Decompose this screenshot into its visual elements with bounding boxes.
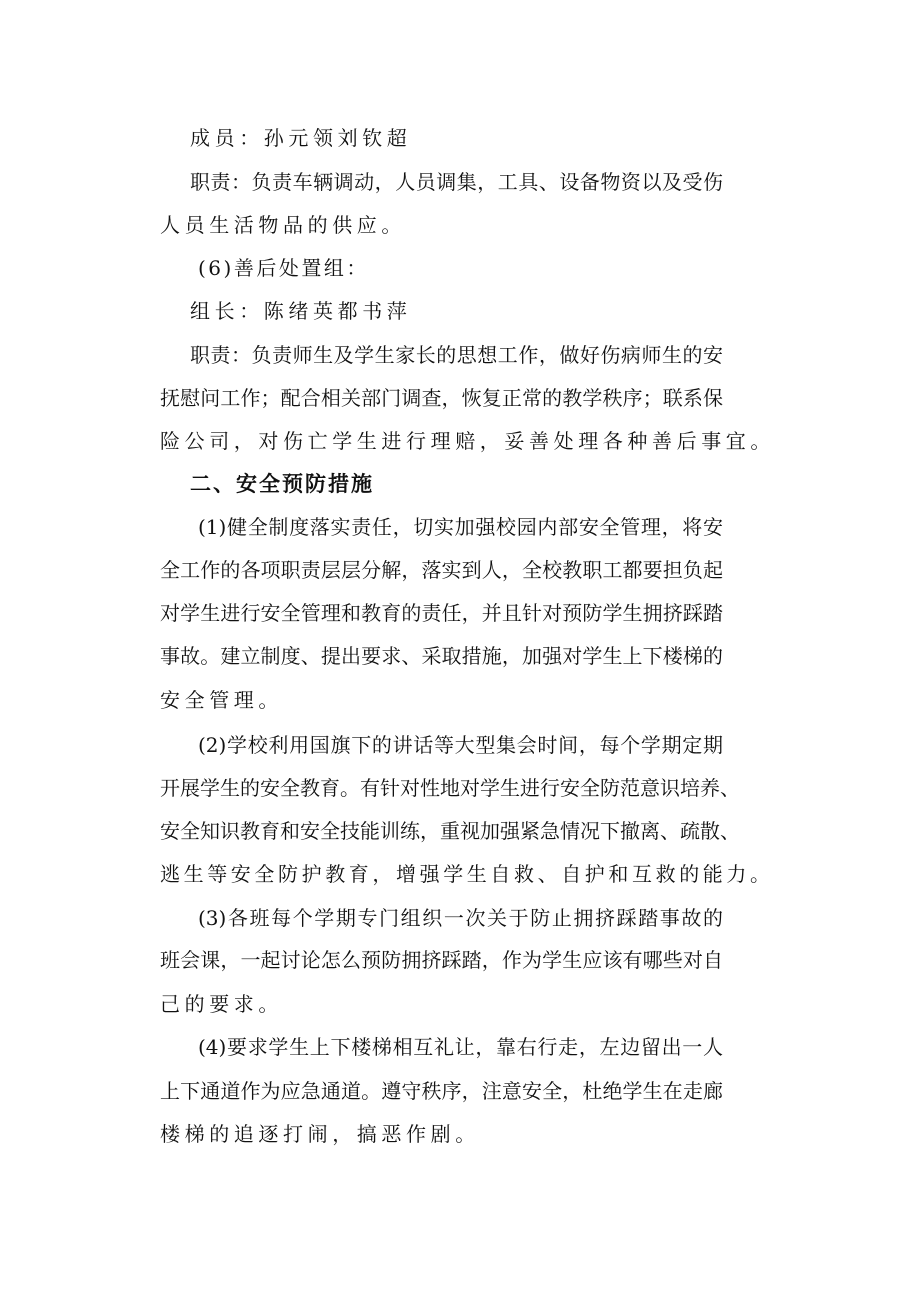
duty-line: 人员生活物品的供应。 (160, 213, 406, 237)
paragraph-line: (1)健全制度落实责任，切实加强校园内部安全管理，将安 (198, 515, 723, 539)
paragraph-line: 上下通道作为应急通道。遵守秩序，注意安全，杜绝学生在走廊 (160, 1079, 723, 1103)
duty-line: 抚慰问工作；配合相关部门调查，恢复正常的教学秩序；联系保 (160, 386, 723, 410)
paragraph-line: 对学生进行安全管理和教育的责任，并且针对预防学生拥挤踩踏 (160, 601, 723, 625)
duty-line: 职责：负责师生及学生家长的思想工作，做好伤病师生的安 (190, 343, 723, 367)
paragraph-line: 楼梯的追逐打闹，搞恶作剧。 (160, 1122, 480, 1146)
paragraph-line: 事故。建立制度、提出要求、采取措施，加强对学生上下楼梯的 (160, 644, 723, 668)
members-line: 成员：孙元领刘钦超 (190, 126, 412, 150)
duty-line: 险公司，对伤亡学生进行理赔，妥善处理各种善后事宜。 (160, 429, 775, 453)
duty-line: 职责：负责车辆调动，人员调集，工具、设备物资以及受伤 (190, 170, 723, 194)
section-heading: (6)善后处置组： (198, 256, 369, 280)
paragraph-line: 开展学生的安全教育。有针对性地对学生进行安全防范意识培养、 (160, 776, 740, 800)
paragraph-line: 安全知识教育和安全技能训练，重视加强紧急情况下撤离、疏散、 (160, 819, 740, 843)
paragraph-line: 班会课，一起讨论怎么预防拥挤踩踏，作为学生应该有哪些对自 (160, 948, 723, 972)
leader-line: 组长：陈绪英都书萍 (190, 299, 412, 323)
chapter-heading: 二、安全预防措施 (190, 472, 374, 496)
paragraph-line: 逃生等安全防护教育，增强学生自救、自护和互救的能力。 (160, 862, 774, 886)
paragraph-line: 安全管理。 (160, 688, 283, 712)
paragraph-line: (3)各班每个学期专门组织一次关于防止拥挤踩踏事故的 (198, 906, 723, 930)
paragraph-line: (4)要求学生上下楼梯相互礼让，靠右行走，左边留出一人 (198, 1035, 723, 1059)
paragraph-line: 己的要求。 (160, 992, 283, 1016)
paragraph-line: 全工作的各项职责层层分解，落实到人，全校教职工都要担负起 (160, 558, 723, 582)
paragraph-line: (2)学校利用国旗下的讲话等大型集会时间，每个学期定期 (198, 733, 723, 757)
